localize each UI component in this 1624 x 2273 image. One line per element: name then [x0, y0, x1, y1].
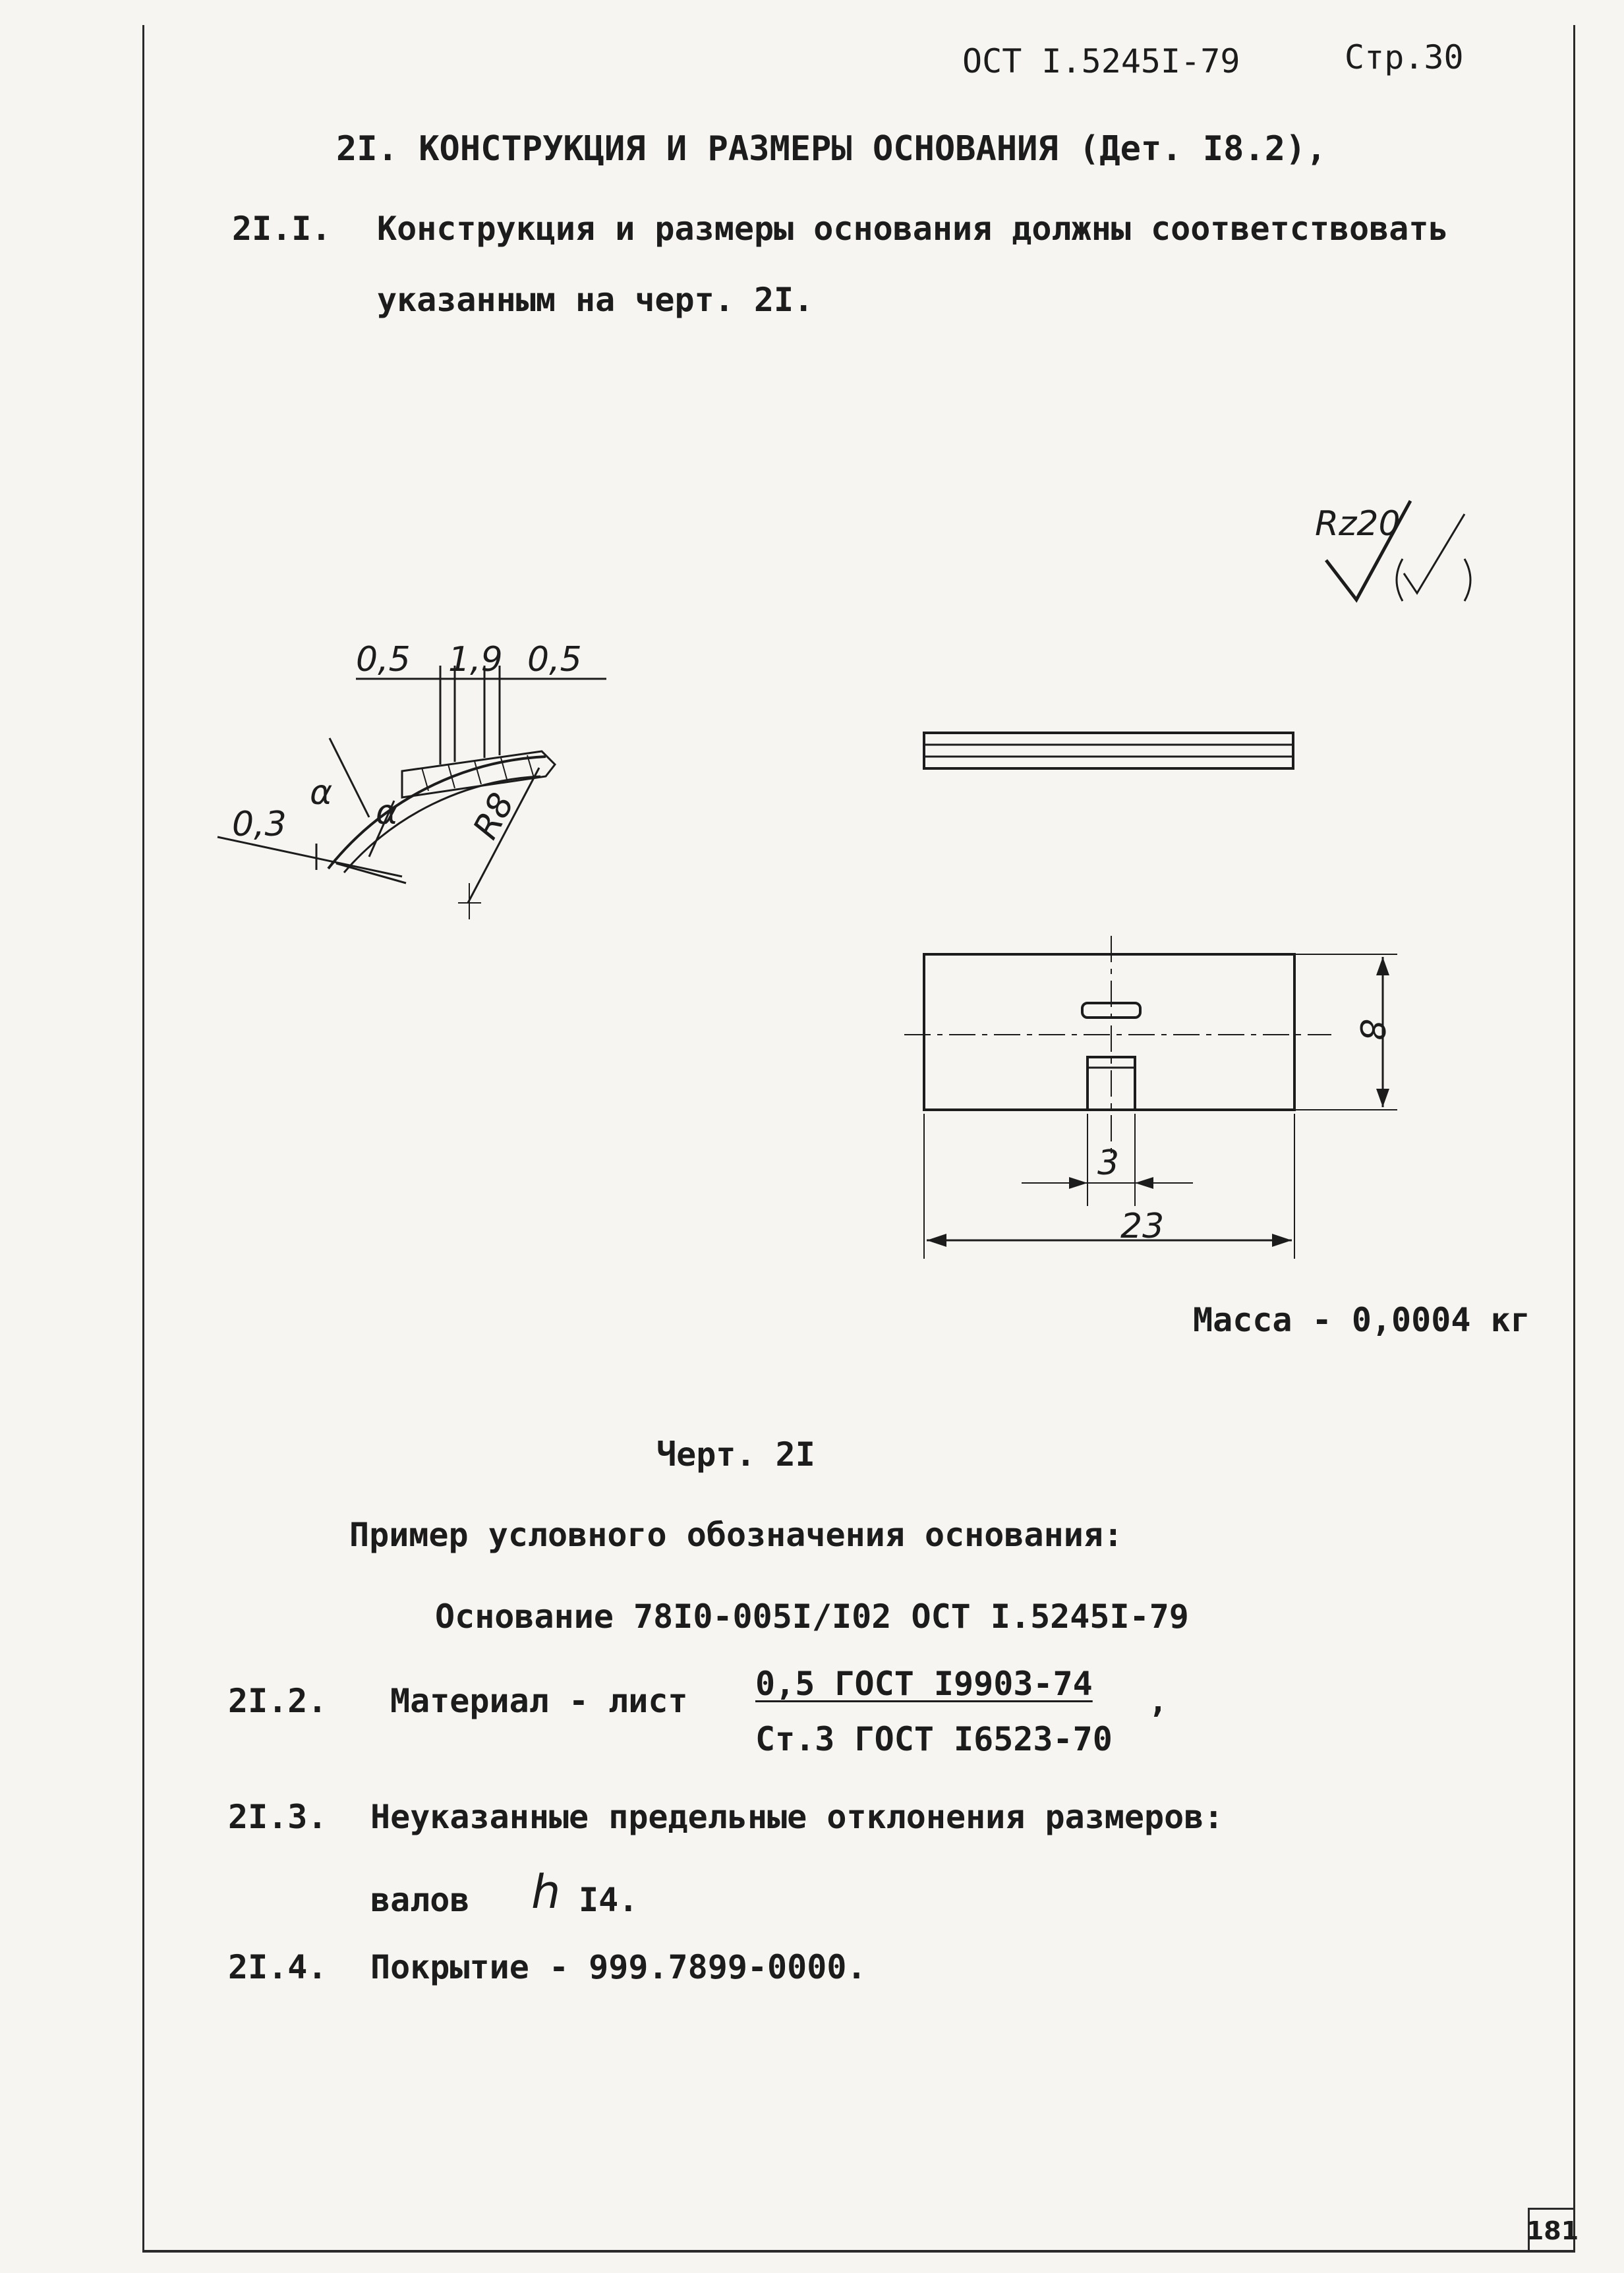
page-number: Стр.30 [1345, 38, 1464, 76]
section-title: 2I. КОНСТРУКЦИЯ И РАЗМЕРЫ ОСНОВАНИЯ (Дет. I8.2), [336, 129, 1327, 169]
example-designation: Основание 78I0-005I/I02 ОСТ I.5245I-79 [435, 1597, 1189, 1636]
angle-alpha-1: α [310, 773, 333, 813]
example-heading: Пример условного обозначения основания: [349, 1516, 1123, 1554]
clause-21-3-text: Неуказанные предельные отклонения размеров: [370, 1798, 1224, 1836]
material-comma: , [1148, 1682, 1169, 1720]
dim-0-5-right: 0,5 [527, 640, 582, 679]
arc-section-view [218, 666, 606, 919]
dim-0-5-left: 0,5 [356, 640, 411, 679]
mass-label: Масса - 0,0004 кг [1193, 1301, 1530, 1339]
material-numerator: 0,5 ГОСТ I9903-74 [755, 1665, 1093, 1703]
tolerance-letter: h [531, 1865, 561, 1919]
standard-number: ОСТ I.5245I-79 [962, 42, 1240, 80]
clause-21-1-line1: Конструкция и размеры основания должны соответствовать [377, 210, 1449, 248]
material-denominator: Ст.3 ГОСТ I6523-70 [755, 1720, 1113, 1758]
dim-1-9: 1,9 [448, 640, 503, 679]
dim-r8: R8 [465, 786, 523, 846]
clause-21-1-number: 2I.I. [232, 210, 332, 248]
plan-view [924, 954, 1294, 1110]
drawing-caption: Черт. 2I [656, 1435, 815, 1474]
clause-21-2-number: 2I.2. [228, 1682, 328, 1720]
dim-0-3: 0,3 [232, 805, 287, 844]
clause-21-1-line2: указанным на черт. 2I. [377, 281, 814, 319]
clause-21-3-number: 2I.3. [228, 1798, 328, 1836]
roughness-label: Rz20 [1315, 504, 1401, 544]
sheet-number: 181 [1528, 2208, 1575, 2251]
dim-8: 8 [1352, 1019, 1391, 1041]
clause-21-4-text: Покрытие - 999.7899-0000. [370, 1948, 867, 1986]
side-view-strip [924, 733, 1293, 768]
angle-alpha-2: α [376, 793, 399, 832]
dim-3: 3 [1097, 1143, 1120, 1183]
clause-21-2-label: Материал - лист [390, 1682, 688, 1720]
tolerance-grade: I4. [579, 1881, 639, 1919]
shaft-label: валов [370, 1881, 470, 1919]
clause-21-4-number: 2I.4. [228, 1948, 328, 1986]
dim-23: 23 [1120, 1207, 1165, 1246]
